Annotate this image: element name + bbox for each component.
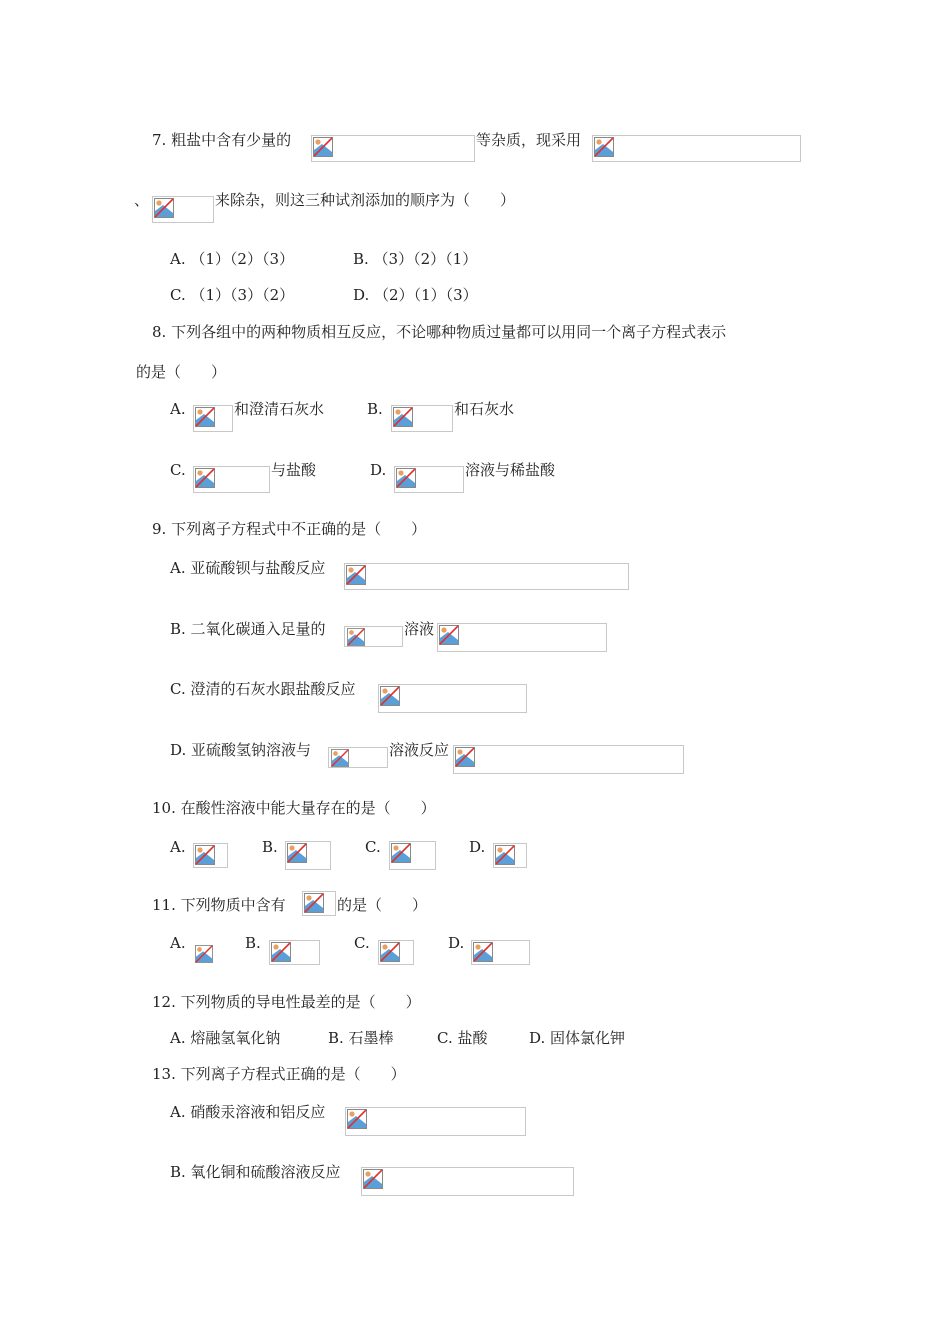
broken-image-icon xyxy=(380,942,400,962)
q11-option-d-label: D. xyxy=(448,934,465,952)
formula-image xyxy=(302,891,336,916)
broken-image-icon xyxy=(195,944,213,964)
formula-image xyxy=(344,626,403,647)
formula-image xyxy=(493,843,527,868)
q7-option-a: A. （1）（2）（3） xyxy=(170,250,294,268)
q8-stem-line1: 8. 下列各组中的两种物质相互反应，不论哪种物质过量都可以用同一个离子方程式表示 xyxy=(152,323,727,341)
q11-stem-part2: 的是（ ） xyxy=(337,896,428,914)
q7-option-d: D. （2）（1）（3） xyxy=(353,286,478,304)
formula-image xyxy=(453,745,684,774)
q13-stem: 13. 下列离子方程式正确的是（ ） xyxy=(152,1065,406,1083)
formula-image xyxy=(285,841,331,870)
formula-image xyxy=(378,684,527,713)
formula-image xyxy=(311,135,475,162)
q8-option-c-label: C. xyxy=(170,461,186,479)
q10-option-c-label: C. xyxy=(365,838,381,856)
q8-option-a-label: A. xyxy=(170,400,186,418)
broken-image-icon xyxy=(495,845,515,865)
broken-image-icon xyxy=(346,628,366,646)
broken-image-icon xyxy=(396,468,416,488)
q13-option-b: B. 氧化铜和硫酸溶液反应 xyxy=(170,1163,341,1181)
broken-image-icon xyxy=(391,843,411,863)
broken-image-icon xyxy=(473,942,493,962)
q12-option-b: B. 石墨棒 xyxy=(328,1029,394,1047)
broken-image-icon xyxy=(195,407,215,427)
q10-option-a-label: A. xyxy=(170,838,186,856)
formula-image xyxy=(193,942,213,964)
broken-image-icon xyxy=(393,407,413,427)
broken-image-icon xyxy=(313,137,333,157)
broken-image-icon xyxy=(287,843,307,863)
q8-stem-line2: 的是（ ） xyxy=(136,363,227,381)
q9-option-b-suffix: 溶液 xyxy=(404,620,435,638)
q9-option-d-suffix: 溶液反应 xyxy=(389,741,450,759)
formula-image xyxy=(193,843,228,868)
q9-option-c: C. 澄清的石灰水跟盐酸反应 xyxy=(170,680,356,698)
formula-image xyxy=(193,405,233,432)
q10-stem: 10. 在酸性溶液中能大量存在的是（ ） xyxy=(152,799,436,817)
q8-option-a-text: 和澄清石灰水 xyxy=(234,400,325,418)
q12-option-d: D. 固体氯化钾 xyxy=(529,1029,626,1047)
q8-option-d-label: D. xyxy=(370,461,387,479)
broken-image-icon xyxy=(439,625,459,645)
q9-option-b: B. 二氧化碳通入足量的 xyxy=(170,620,326,638)
broken-image-icon xyxy=(304,893,324,913)
q11-option-c-label: C. xyxy=(354,934,370,952)
q7-stem-part3: 、 xyxy=(134,191,150,209)
broken-image-icon xyxy=(154,198,174,218)
broken-image-icon xyxy=(347,1109,367,1129)
broken-image-icon xyxy=(330,749,350,767)
formula-image xyxy=(345,1107,526,1136)
broken-image-icon xyxy=(346,565,366,585)
formula-image xyxy=(361,1167,574,1196)
formula-image xyxy=(391,405,453,432)
q8-option-d-text: 溶液与稀盐酸 xyxy=(465,461,556,479)
broken-image-icon xyxy=(271,942,291,962)
q7-option-c: C. （1）（3）（2） xyxy=(170,286,295,304)
formula-image xyxy=(394,466,464,493)
q7-stem-part2: 等杂质，现采用 xyxy=(476,131,582,149)
broken-image-icon xyxy=(380,686,400,706)
q12-option-a: A. 熔融氢氧化钠 xyxy=(170,1029,281,1047)
broken-image-icon xyxy=(195,845,215,865)
broken-image-icon xyxy=(363,1169,383,1189)
q12-stem: 12. 下列物质的导电性最差的是（ ） xyxy=(152,993,421,1011)
q8-option-b-label: B. xyxy=(367,400,383,418)
q11-stem-part1: 11. 下列物质中含有 xyxy=(152,896,286,914)
formula-image xyxy=(471,940,530,965)
formula-image xyxy=(328,747,388,768)
q9-stem: 9. 下列离子方程式中不正确的是（ ） xyxy=(152,520,427,538)
formula-image xyxy=(193,466,270,493)
q8-option-c-text: 与盐酸 xyxy=(271,461,317,479)
q10-option-d-label: D. xyxy=(469,838,486,856)
q11-option-a-label: A. xyxy=(170,934,186,952)
formula-image xyxy=(269,940,320,965)
formula-image xyxy=(389,841,436,870)
q7-stem-part4: 来除杂，则这三种试剂添加的顺序为（ ） xyxy=(215,191,516,209)
q8-option-b-text: 和石灰水 xyxy=(454,400,515,418)
q9-option-d: D. 亚硫酸氢钠溶液与 xyxy=(170,741,312,759)
formula-image xyxy=(592,135,801,162)
formula-image xyxy=(344,563,629,590)
q10-option-b-label: B. xyxy=(262,838,278,856)
formula-image xyxy=(152,196,214,223)
q12-option-c: C. 盐酸 xyxy=(437,1029,488,1047)
q7-stem-part1: 7. 粗盐中含有少量的 xyxy=(152,131,292,149)
broken-image-icon xyxy=(195,468,215,488)
q11-option-b-label: B. xyxy=(245,934,261,952)
q9-option-a: A. 亚硫酸钡与盐酸反应 xyxy=(170,559,326,577)
q7-option-b: B. （3）（2）（1） xyxy=(353,250,478,268)
formula-image xyxy=(378,940,414,965)
broken-image-icon xyxy=(455,747,475,767)
formula-image xyxy=(437,623,607,652)
broken-image-icon xyxy=(594,137,614,157)
q13-option-a: A. 硝酸汞溶液和铝反应 xyxy=(170,1103,326,1121)
